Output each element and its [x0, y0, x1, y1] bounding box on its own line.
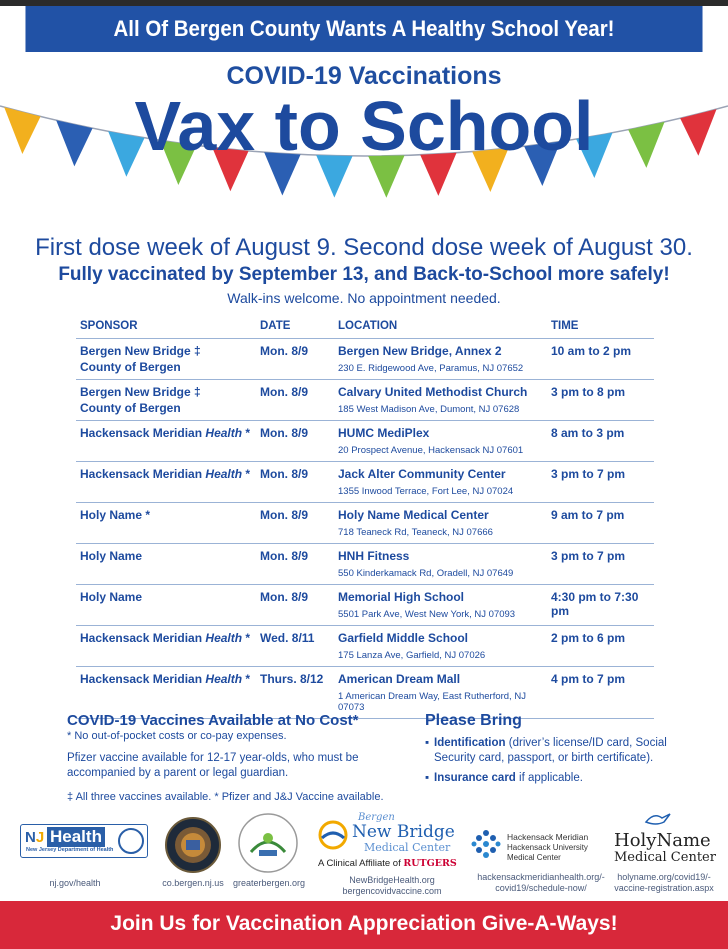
table-row [76, 380, 654, 421]
header-sponsor: SPONSOR [76, 314, 256, 339]
nj-health-link[interactable]: nj.gov/health [49, 878, 101, 888]
table-row [76, 462, 654, 503]
page-title: Vax to School [134, 87, 594, 165]
location-cell: HNH Fitness 550 Kinderkamack Rd, Oradell, NJ 07649 [334, 544, 547, 585]
dove-icon [644, 810, 672, 830]
sponsor-cell: Holy Name [76, 585, 256, 626]
new-bridge-logo[interactable]: Bergen New Bridge Medical Center A Clinical Affiliate of RUTGERS [318, 812, 457, 869]
time-cell: 3 pm to 7 pm [547, 544, 654, 585]
schedule-table [76, 314, 654, 719]
sponsor-cell: Hackensack Meridian Health * [76, 667, 256, 719]
date-cell: Mon. 8/9 [256, 339, 334, 380]
header-location: LOCATION [334, 314, 547, 339]
bottom-banner: Join Us for Vaccination Appreciation Give-A-Ways! [0, 901, 728, 949]
location-cell: Jack Alter Community Center 1355 Inwood Terrace, Fort Lee, NJ 07024 [334, 462, 547, 503]
time-cell: 3 pm to 8 pm [547, 380, 654, 421]
no-cost-note: * No out-of-pocket costs or co-pay expenses. [67, 730, 287, 742]
location-cell: HUMC MediPlex 20 Prospect Avenue, Hackensack NJ 07601 [334, 421, 547, 462]
location-cell: Memorial High School 5501 Park Ave, West New York, NJ 07093 [334, 585, 547, 626]
new-bridge-sun-icon [318, 820, 348, 850]
hmh-dots-icon [470, 828, 502, 860]
sponsor-cell: Holy Name * [76, 503, 256, 544]
holy-name-logo[interactable]: HolyName Medical Center [614, 810, 714, 872]
date-cell: Mon. 8/9 [256, 544, 334, 585]
date-cell: Mon. 8/9 [256, 503, 334, 544]
hackensack-meridian-logo[interactable]: Hackensack Meridian Hackensack University Medical Center [470, 826, 610, 866]
time-cell: 3 pm to 7 pm [547, 462, 654, 503]
header-time: TIME [547, 314, 654, 339]
time-cell: 8 am to 3 pm [547, 421, 654, 462]
location-cell: American Dream Mall 1 American Dream Way, East Rutherford, NJ 07073 [334, 667, 547, 719]
date-cell: Mon. 8/9 [256, 462, 334, 503]
location-cell: Calvary United Methodist Church 185 West Madison Ave, Dumont, NJ 07628 [334, 380, 547, 421]
table-row [76, 585, 654, 626]
date-cell: Mon. 8/9 [256, 421, 334, 462]
table-row [76, 626, 654, 667]
table-row [76, 544, 654, 585]
greater-bergen-link[interactable]: greaterbergen.org [232, 878, 306, 888]
table-row [76, 421, 654, 462]
hmh-link[interactable]: hackensackmeridianhealth.org/- covid19/schedule-now/ [477, 872, 605, 893]
nj-seal-icon [118, 828, 144, 854]
top-banner: All Of Bergen County Wants A Healthy School Year! [25, 6, 702, 52]
location-cell: Holy Name Medical Center 718 Teaneck Rd, Teaneck, NJ 07666 [334, 503, 547, 544]
date-cell: Mon. 8/9 [256, 380, 334, 421]
location-cell: Garfield Middle School 175 Lanza Ave, Garfield, NJ 07026 [334, 626, 547, 667]
time-cell: 4 pm to 7 pm [547, 667, 654, 719]
bring-item-identification: ▪ Identification (driver’s license/ID card, Social Security card, passport, or birth certificate). [425, 736, 695, 766]
date-cell: Mon. 8/9 [256, 585, 334, 626]
bring-item-insurance: ▪ Insurance card if applicable. [425, 771, 695, 786]
sponsor-cell: Bergen New Bridge ‡ County of Bergen [76, 339, 256, 380]
sponsor-cell: Hackensack Meridian Health * [76, 626, 256, 667]
no-cost-title: COVID-19 Vaccines Available at No Cost* [67, 712, 359, 729]
pfizer-note: Pfizer vaccine available for 12-17 year-olds, who must be accompanied by a parent or legal guardian. [67, 752, 359, 779]
sponsor-cell: Holy Name [76, 544, 256, 585]
sponsor-cell: Bergen New Bridge ‡ County of Bergen [76, 380, 256, 421]
nj-health-logo[interactable]: NJ Health New Jersey Department of Health [20, 824, 148, 858]
walkin-line: Walk-ins welcome. No appointment needed. [227, 290, 501, 306]
date-cell: Thurs. 8/12 [256, 667, 334, 719]
time-cell: 2 pm to 6 pm [547, 626, 654, 667]
date-cell: Wed. 8/11 [256, 626, 334, 667]
time-cell: 10 am to 2 pm [547, 339, 654, 380]
vaccine-legend: ‡ All three vaccines available. * Pfizer and J&J Vaccine available. [67, 791, 384, 803]
sponsor-cell: Hackensack Meridian Health * [76, 462, 256, 503]
table-row [76, 667, 654, 719]
county-link[interactable]: co.bergen.nj.us [162, 878, 224, 888]
table-row [76, 503, 654, 544]
subtitle: COVID-19 Vaccinations [226, 62, 502, 90]
please-bring-list [425, 736, 695, 791]
bergen-county-seal-logo[interactable] [164, 816, 222, 874]
time-cell: 9 am to 7 pm [547, 503, 654, 544]
schedule-header-row [76, 314, 654, 339]
holy-name-link[interactable]: holyname.org/covid19/- vaccine-registration.aspx [614, 872, 714, 893]
greater-bergen-logo[interactable] [237, 812, 299, 874]
time-cell: 4:30 pm to 7:30 pm [547, 585, 654, 626]
fully-vaccinated-line: Fully vaccinated by September 13, and Back-to-School more safely! [58, 264, 670, 285]
table-row [76, 339, 654, 380]
location-cell: Bergen New Bridge, Annex 2 230 E. Ridgewood Ave, Paramus, NJ 07652 [334, 339, 547, 380]
header-date: DATE [256, 314, 334, 339]
new-bridge-links[interactable]: NewBridgeHealth.org bergencovidvaccine.com [342, 875, 442, 896]
please-bring-title: Please Bring [425, 712, 522, 729]
sponsor-cell: Hackensack Meridian Health * [76, 421, 256, 462]
dose-schedule-line: First dose week of August 9. Second dose week of August 30. [35, 234, 693, 261]
